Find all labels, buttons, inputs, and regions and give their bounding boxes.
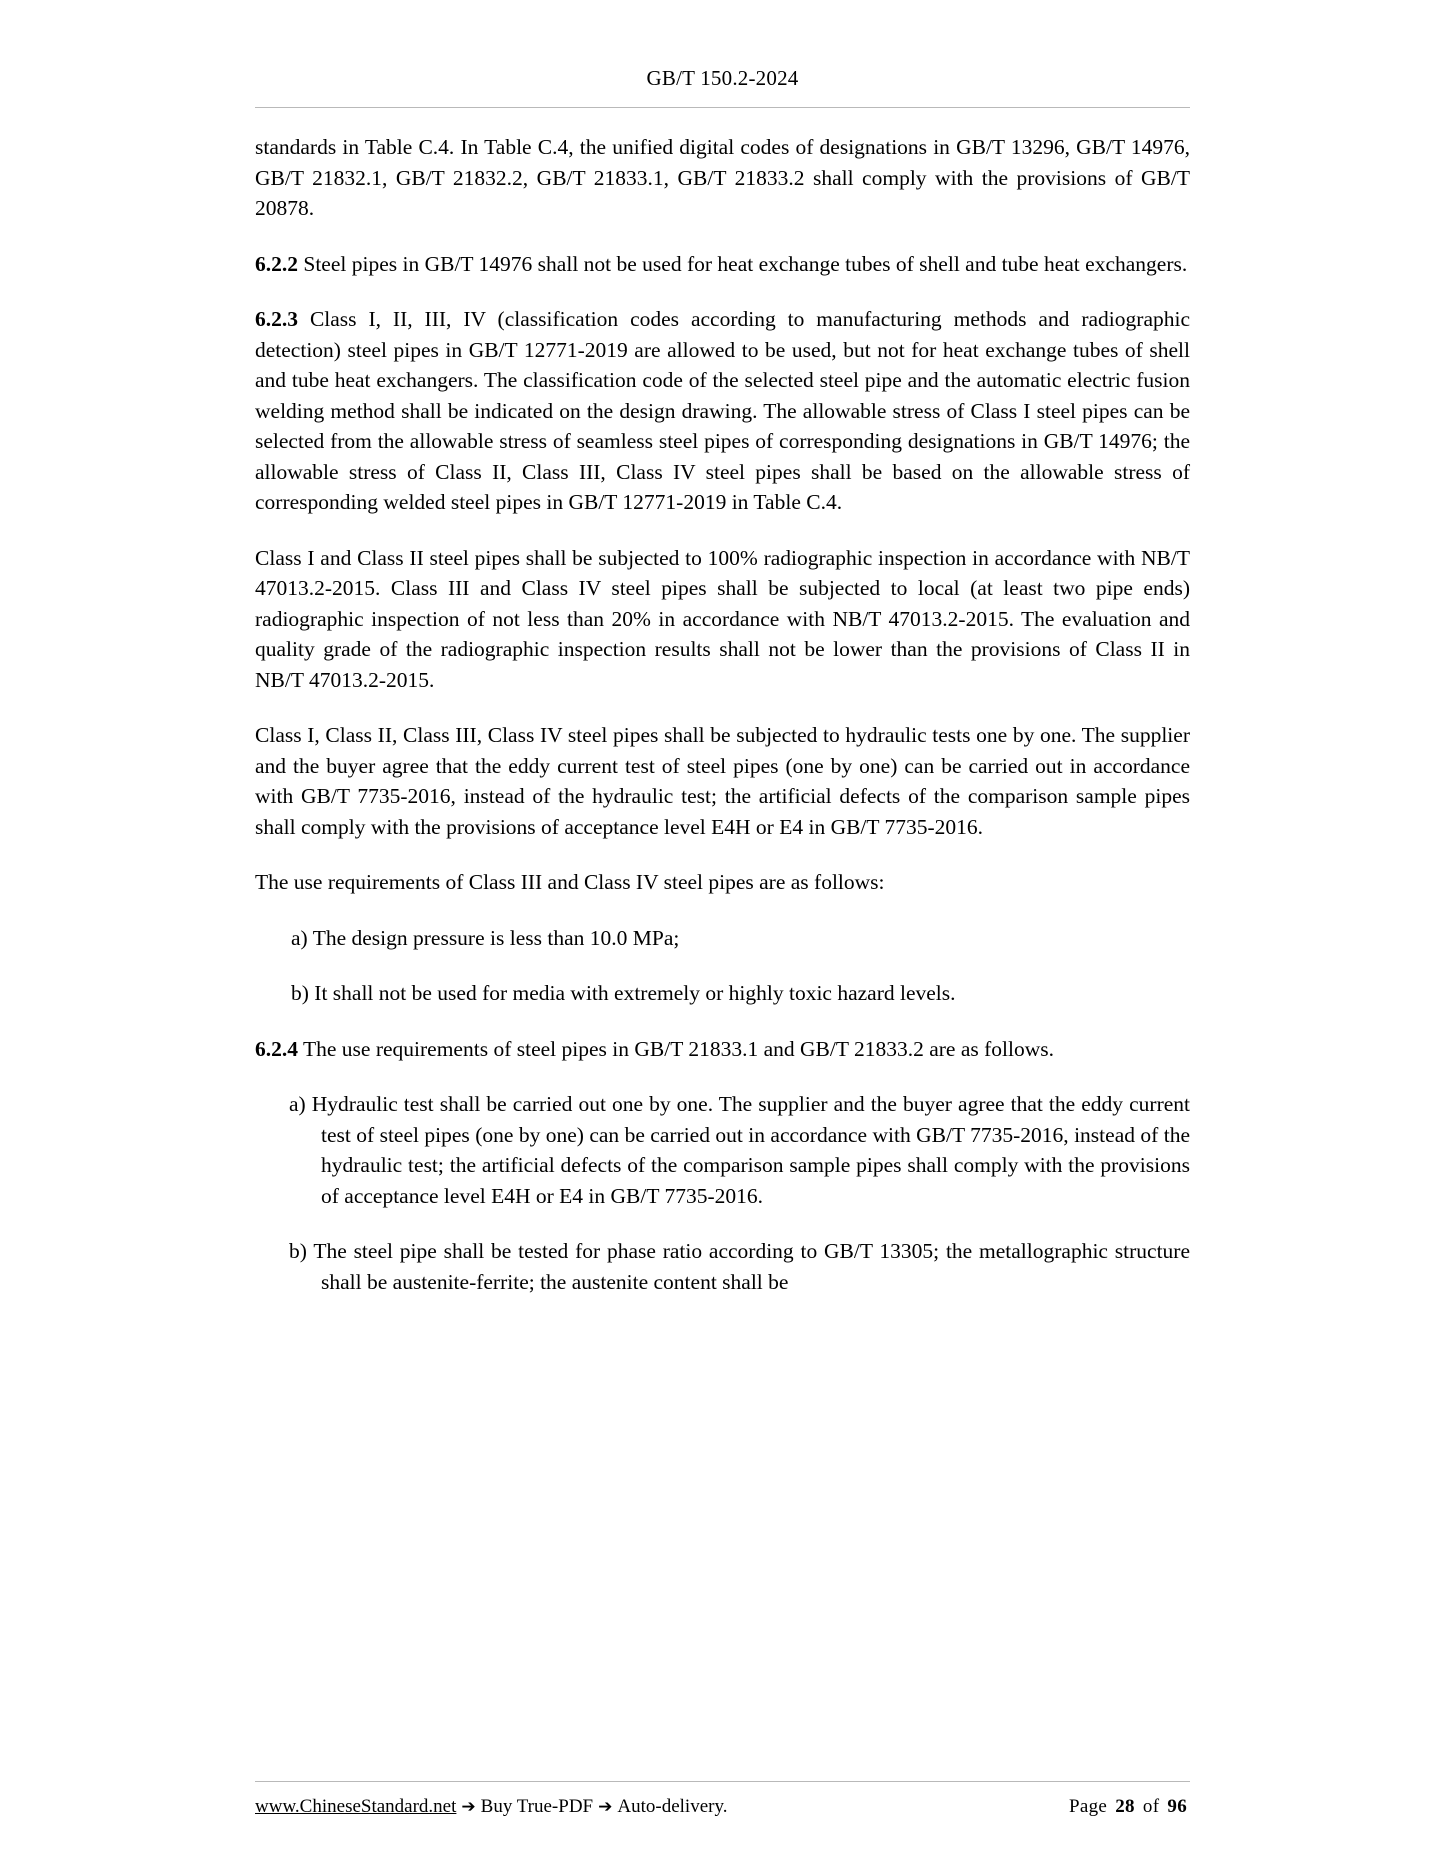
clause-6-2-3	[255, 304, 1190, 518]
paragraph-use-requirements-intro: The use requirements of Class III and Class IV steel pipes are as follows:	[255, 870, 885, 895]
paragraph-hydraulic-tests: Class I, Class II, Class III, Class IV steel pipes shall be subjected to hydraulic tests one by one. The supplier and the buyer agree that the eddy current test of steel pipes (one by one) can be carried out in accordance with GB/T 7735-2016, instead of the hydraulic test; the artificial defects of the comparison sample pipes shall comply with the provisions of acceptance level E4H or E4 in GB/T 7735-2016.	[255, 723, 1190, 839]
footer-divider	[255, 1781, 1190, 1782]
clause-6-2-4	[255, 1034, 1190, 1065]
arrow-right-icon-2: ➔	[598, 1797, 613, 1817]
current-page-number: 28	[1115, 1796, 1135, 1817]
clause-number-6-2-2: 6.2.2	[255, 251, 298, 276]
clause-6-2-4-text: The use requirements of steel pipes in GB/T 21833.1 and GB/T 21833.2 are as follows.	[303, 1036, 1054, 1061]
of-word: of	[1142, 1796, 1160, 1817]
clause-number-6-2-4: 6.2.4	[255, 1036, 298, 1061]
footer-left	[255, 1796, 1069, 1818]
list-item-a-hydraulic-test: a) Hydraulic test shall be carried out one by one. The supplier and the buyer agree that the eddy current test of steel pipes (one by one) can be carried out in accordance with GB/T 7735-2016, instead of the hydraulic test; the artificial defects of the comparison sample pipes shall comply with the provisions of acceptance level E4H or E4 in GB/T 7735-2016.	[289, 1092, 1190, 1208]
standard-code: GB/T 150.2-2024	[646, 66, 799, 90]
delivery-label: Auto-delivery.	[617, 1796, 728, 1817]
buy-label: Buy True-PDF	[480, 1796, 594, 1817]
clause-6-2-3-text: Class I, II, III, IV (classification codes according to manufacturing methods and radiographic detection) steel pipes in GB/T 12771-2019 are allowed to be used, but not for heat exchange tubes of shell and tube heat exchangers. The classification code of the selected steel pipe and the automatic electric fusion welding method shall be indicated on the design drawing. The allowable stress of Class I steel pipes can be selected from the allowable stress of seamless steel pipes of corresponding designations in GB/T 14976; the allowable stress of Class II, Class III, Class IV steel pipes shall be based on the allowable stress of corresponding welded steel pipes in GB/T 12771-2019 in Table C.4.	[255, 307, 1190, 515]
total-page-number: 96	[1167, 1796, 1187, 1817]
paragraph-radiographic-inspection: Class I and Class II steel pipes shall be subjected to 100% radiographic inspection in accordance with NB/T 47013.2-2015. Class III and Class IV steel pipes shall be subjected to local (at least two pipe ends) radiographic inspection of not less than 20% in accordance with NB/T 47013.2-2015. The evaluation and quality grade of the radiographic inspection results shall not be lower than the provisions of Class II in NB/T 47013.2-2015.	[255, 545, 1190, 692]
arrow-right-icon: ➔	[461, 1797, 476, 1817]
clause-6-2-2	[255, 249, 1190, 280]
page-word: Page	[1069, 1796, 1108, 1817]
paragraph-continuation: standards in Table C.4. In Table C.4, the unified digital codes of designations in GB/T 13296, GB/T 14976, GB/T 21832.1, GB/T 21832.2, GB/T 21833.1, GB/T 21833.2 shall comply with the provisions of GB/T 20878.	[255, 135, 1190, 221]
list-item-a-design-pressure: a) The design pressure is less than 10.0 MPa;	[291, 925, 680, 950]
clause-6-2-2-text: Steel pipes in GB/T 14976 shall not be used for heat exchange tubes of shell and tube heat exchangers.	[303, 251, 1188, 276]
page-header	[0, 0, 1445, 91]
list-item-b-phase-ratio: b) The steel pipe shall be tested for phase ratio according to GB/T 13305; the metallographic structure shall be austenite-ferrite; the austenite content shall be	[289, 1239, 1190, 1294]
page-footer	[0, 1781, 1445, 1818]
list-item-b-toxic-media: b) It shall not be used for media with extremely or highly toxic hazard levels.	[291, 981, 956, 1006]
clause-number-6-2-3: 6.2.3	[255, 307, 298, 332]
page-content	[255, 108, 1190, 1297]
website-link[interactable]: www.ChineseStandard.net	[255, 1796, 457, 1817]
page-indicator	[1069, 1796, 1190, 1818]
